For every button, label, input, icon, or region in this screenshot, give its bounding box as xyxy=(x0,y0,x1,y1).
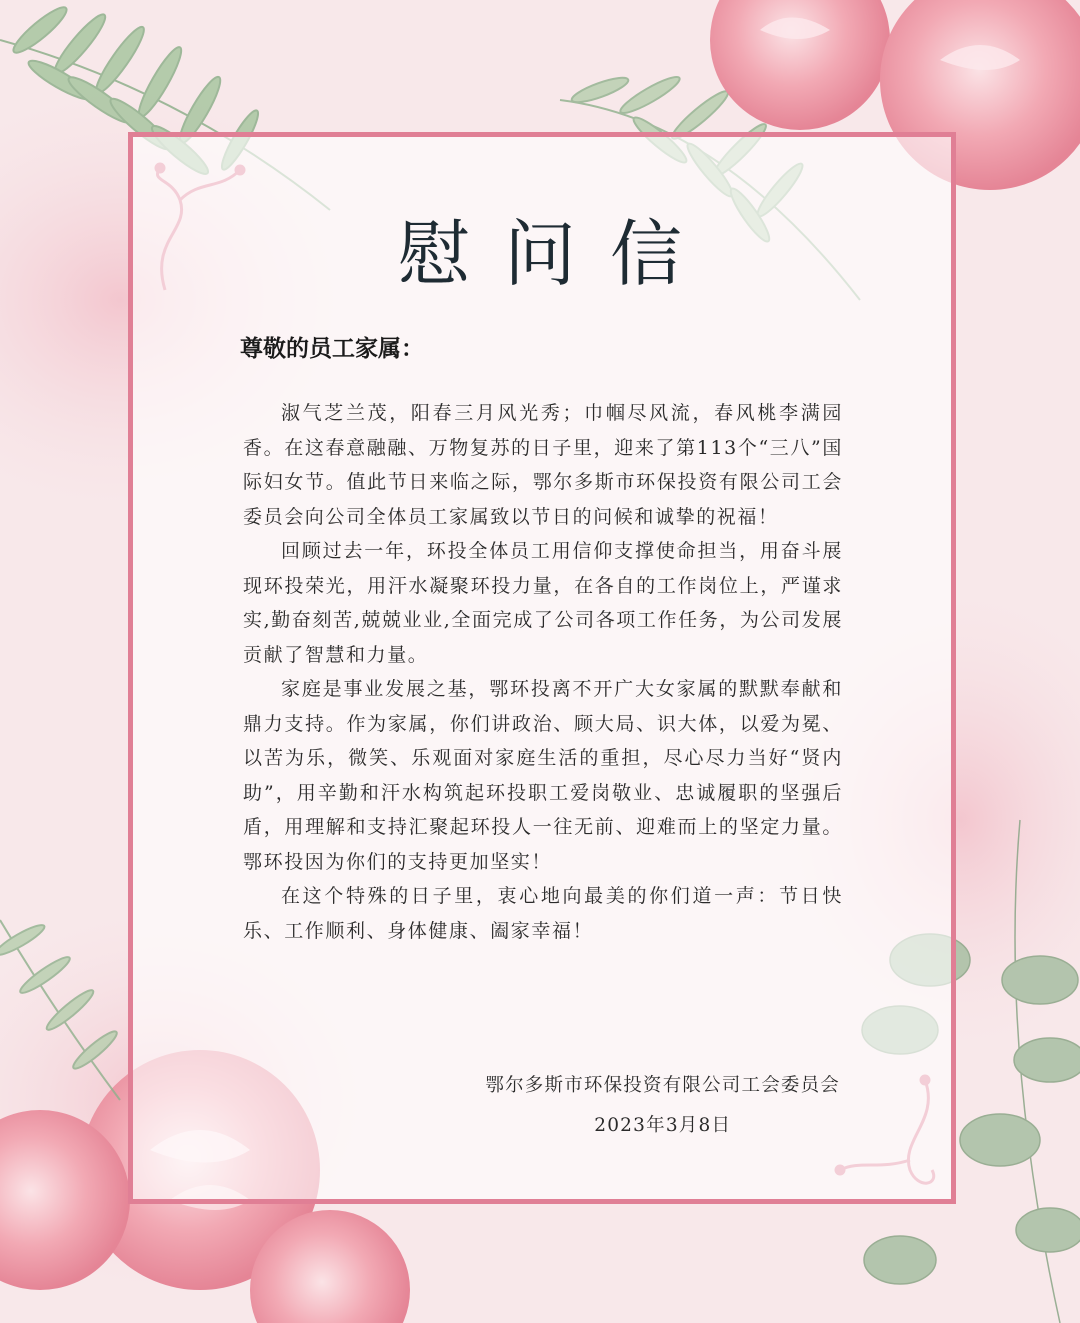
signature-block xyxy=(485,1066,840,1146)
paragraph-family: 家庭是事业发展之基，鄂环投离不开广大女家属的默默奉献和鼎力支持。作为家属，你们讲政治、顾大局、识大体，以爱为冕、以苦为乐，微笑、乐观面对家庭生活的重担，尽心尽力当好“贤内助”，用辛勤和汗水构筑起环投职工爱岗敬业、忠诚履职的坚强后盾，用理解和支持汇聚起环投人一往无前、迎难而上的坚定力量。鄂环投因为你们的支持更加坚实！ xyxy=(243,678,843,873)
signature-organization: 鄂尔多斯市环保投资有限公司工会委员会 xyxy=(485,1075,840,1096)
paragraph-review: 回顾过去一年，环投全体员工用信仰支撑使命担当，用奋斗展现环投荣光，用汗水凝聚环投力量，在各自的工作岗位上，严谨求实,勤奋刻苦,兢兢业业,全面完成了公司各项工作任务，为公司发展贡献了智慧和力量。 xyxy=(243,540,843,666)
letter-title: 慰问信 xyxy=(397,212,716,296)
letter-body xyxy=(243,396,843,948)
salutation: 尊敬的员工家属： xyxy=(240,336,424,362)
paragraph-wishes: 在这个特殊的日子里，衷心地向最美的你们道一声：节日快乐、工作顺利、身体健康、阖家幸福！ xyxy=(243,885,843,942)
signature-date: 2023年3月8日 xyxy=(594,1115,732,1136)
paragraph-greeting: 淑气芝兰茂，阳春三月风光秀；巾帼尽风流，春风桃李满园香。在这春意融融、万物复苏的日子里，迎来了第113个“三八”国际妇女节。值此节日来临之际，鄂尔多斯市环保投资有限公司工会委员会向公司全体员工家属致以节日的问候和诚挚的祝福！ xyxy=(243,402,843,528)
